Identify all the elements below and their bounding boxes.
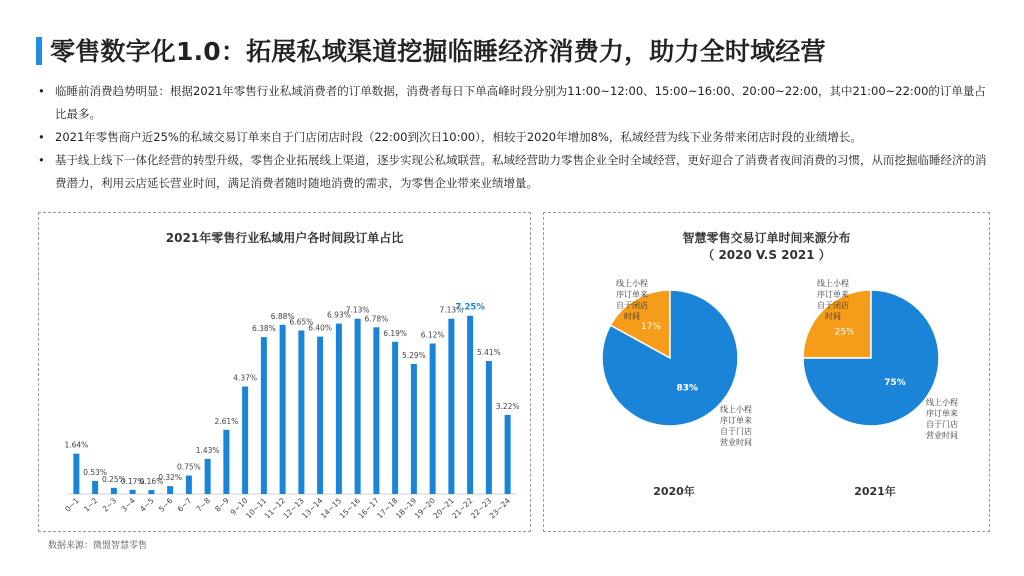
x-tick-label: 21~22 — [450, 496, 475, 521]
bar — [280, 325, 286, 494]
bullet-text: 临睡前消费趋势明显：根据2021年零售行业私域消费者的订单数据，消费者每日下单高峰时段分别为11:00~12:00、15:00~16:00、20:00~22:00，其中21:00~22:00的订单量占比最多。 — [55, 84, 986, 121]
bar — [430, 344, 436, 494]
x-tick-label: 23~24 — [487, 496, 513, 521]
bar-value-label: 0.17% — [120, 476, 145, 486]
bar — [130, 490, 136, 494]
bar — [148, 490, 154, 494]
x-tick-label: 17~18 — [375, 496, 400, 521]
bar — [467, 316, 473, 494]
pie-slice-label: 17% — [640, 321, 661, 332]
pie-chart-panel — [543, 212, 990, 532]
bar — [355, 319, 361, 494]
x-tick-label: 22~23 — [468, 496, 494, 521]
bar — [167, 486, 173, 494]
bar — [261, 337, 267, 494]
pie-year-label: 2020年 — [653, 485, 695, 498]
x-tick-label: 0~1 — [63, 496, 81, 514]
bar-value-label: 5.29% — [401, 350, 426, 360]
bar — [223, 430, 229, 494]
pie-annotation-closed: 序订单来 — [817, 290, 849, 299]
pie-annotation-closed: 时间 — [825, 312, 841, 321]
pie-year-label: 2021年 — [854, 485, 896, 498]
bar-value-label: 6.38% — [251, 324, 276, 334]
bar-value-label: 7.25% — [455, 302, 485, 313]
pie-annotation-open: 序订单来 — [720, 416, 752, 425]
bar-value-label: 6.40% — [308, 323, 333, 333]
bar — [373, 327, 379, 494]
pie-annotation-open: 营业时间 — [720, 438, 752, 447]
x-tick-label: 1~2 — [81, 496, 100, 514]
bullet-item — [36, 149, 991, 195]
bar — [205, 459, 211, 494]
bullet-item — [36, 80, 991, 126]
pie-annotation-closed: 自于闭店 — [817, 301, 849, 310]
pie-slice-label: 25% — [834, 327, 855, 338]
bar-chart-panel — [38, 212, 531, 532]
bullet-list — [36, 80, 991, 195]
x-tick-label: 18~19 — [393, 496, 419, 521]
x-tick-label: 3~4 — [119, 496, 138, 514]
x-tick-label: 10~11 — [243, 496, 269, 521]
pie-annotation-open: 自于门店 — [926, 420, 958, 429]
bar-value-label: 1.43% — [195, 445, 220, 455]
pie-annotation-open: 序订单来 — [926, 409, 958, 418]
bar — [486, 361, 492, 494]
bar-value-label: 7.13% — [439, 305, 464, 315]
x-tick-label: 12~13 — [281, 496, 306, 521]
pie-annotation-closed: 自于闭店 — [616, 301, 648, 310]
pie-chart-subtitle: （ 2020 V.S 2021 ） — [702, 248, 831, 262]
bar-value-label: 6.93% — [326, 310, 351, 320]
bar-value-label: 0.16% — [139, 477, 164, 487]
bullet-dot-icon: • — [38, 84, 45, 98]
x-tick-label: 15~16 — [337, 496, 363, 521]
pie-annotation-open: 自于门店 — [720, 427, 752, 436]
title-accent-bar — [36, 37, 42, 65]
bar-value-label: 7.13% — [345, 305, 370, 315]
bar-value-label: 4.37% — [233, 373, 258, 383]
bullet-text: 基于线上线下一体化经营的转型升级，零售企业拓展线上渠道，逐步实现公私域联营。私域经营助力零售企业全时全域经营，更好迎合了消费者夜间消费的习惯，从而挖掘临睡经济的消费潜力，利用云店延长营业时间，满足消费者随时随地消费的需求，为零售企业带来业绩增量。 — [55, 153, 987, 190]
bar-chart-title: 2021年零售行业私域用户各时间段订单占比 — [165, 231, 404, 245]
bullet-dot-icon: • — [38, 153, 45, 167]
bar — [411, 364, 417, 494]
pie-annotation-closed: 线上小程 — [616, 279, 648, 288]
pie-slice-label: 83% — [676, 383, 699, 394]
bar — [186, 476, 192, 494]
pie-annotation-open: 线上小程 — [720, 405, 752, 414]
bar — [111, 488, 117, 494]
x-tick-label: 6~7 — [175, 496, 194, 514]
data-source-note: 数据来源：微盟智慧零售 — [48, 541, 148, 551]
bar — [448, 319, 454, 494]
bar-value-label: 3.22% — [495, 401, 520, 411]
page-title: 零售数字化1.0：拓展私域渠道挖掘临睡经济消费力，助力全时域经营 — [50, 37, 826, 66]
x-tick-label: 13~14 — [300, 496, 325, 521]
bar-value-label: 2.61% — [214, 416, 239, 426]
bar-value-label: 0.25% — [101, 474, 126, 484]
bar — [92, 481, 98, 494]
bar — [317, 337, 323, 494]
bar-value-label: 6.19% — [383, 328, 408, 338]
bar — [336, 324, 342, 494]
bar-value-label: 6.88% — [270, 311, 295, 321]
x-tick-label: 16~17 — [356, 496, 381, 521]
x-tick-label: 8~9 — [213, 496, 231, 514]
bar — [298, 330, 304, 494]
bar-value-label: 6.78% — [364, 314, 389, 324]
bar — [242, 387, 248, 494]
x-tick-label: 4~5 — [138, 496, 156, 514]
x-tick-label: 14~15 — [318, 496, 344, 521]
bar-value-label: 6.12% — [420, 330, 445, 340]
x-tick-label: 5~6 — [156, 496, 175, 514]
pie-annotation-open: 营业时间 — [926, 431, 958, 440]
pie-annotation-closed: 序订单来 — [616, 290, 648, 299]
bullet-item — [36, 126, 991, 149]
bar-value-label: 5.41% — [476, 347, 501, 357]
x-tick-label: 9~10 — [228, 496, 250, 517]
bar — [505, 415, 511, 494]
pie-charts — [544, 213, 989, 531]
pie-annotation-open: 线上小程 — [926, 398, 958, 407]
pie-annotation-closed: 线上小程 — [817, 279, 849, 288]
x-tick-label: 11~12 — [262, 496, 288, 521]
bar — [73, 454, 79, 494]
pie-slice-label: 75% — [884, 378, 906, 389]
bar-value-label: 0.53% — [83, 467, 108, 477]
bar-value-label: 6.65% — [289, 317, 314, 327]
bar-chart — [39, 213, 530, 531]
x-tick-label: 7~8 — [194, 496, 213, 514]
bullet-text: 2021年零售商户近25%的私域交易订单来自于门店闭店时段（22:00到次日10:00），相较于2020年增加8%，私域经营为线下业务带来闭店时段的业绩增长。 — [55, 130, 862, 144]
pie-annotation-closed: 时间 — [624, 312, 640, 321]
x-tick-label: 19~20 — [412, 496, 438, 521]
pie-chart-title: 智慧零售交易订单时间来源分布 — [682, 231, 851, 245]
x-tick-label: 20~21 — [431, 496, 456, 521]
bar-value-label: 0.75% — [176, 462, 201, 472]
bar — [392, 342, 398, 494]
bar-value-label: 1.64% — [64, 440, 89, 450]
bar-value-label: 0.32% — [158, 473, 183, 483]
bullet-dot-icon: • — [38, 130, 45, 144]
x-tick-label: 2~3 — [100, 496, 119, 514]
